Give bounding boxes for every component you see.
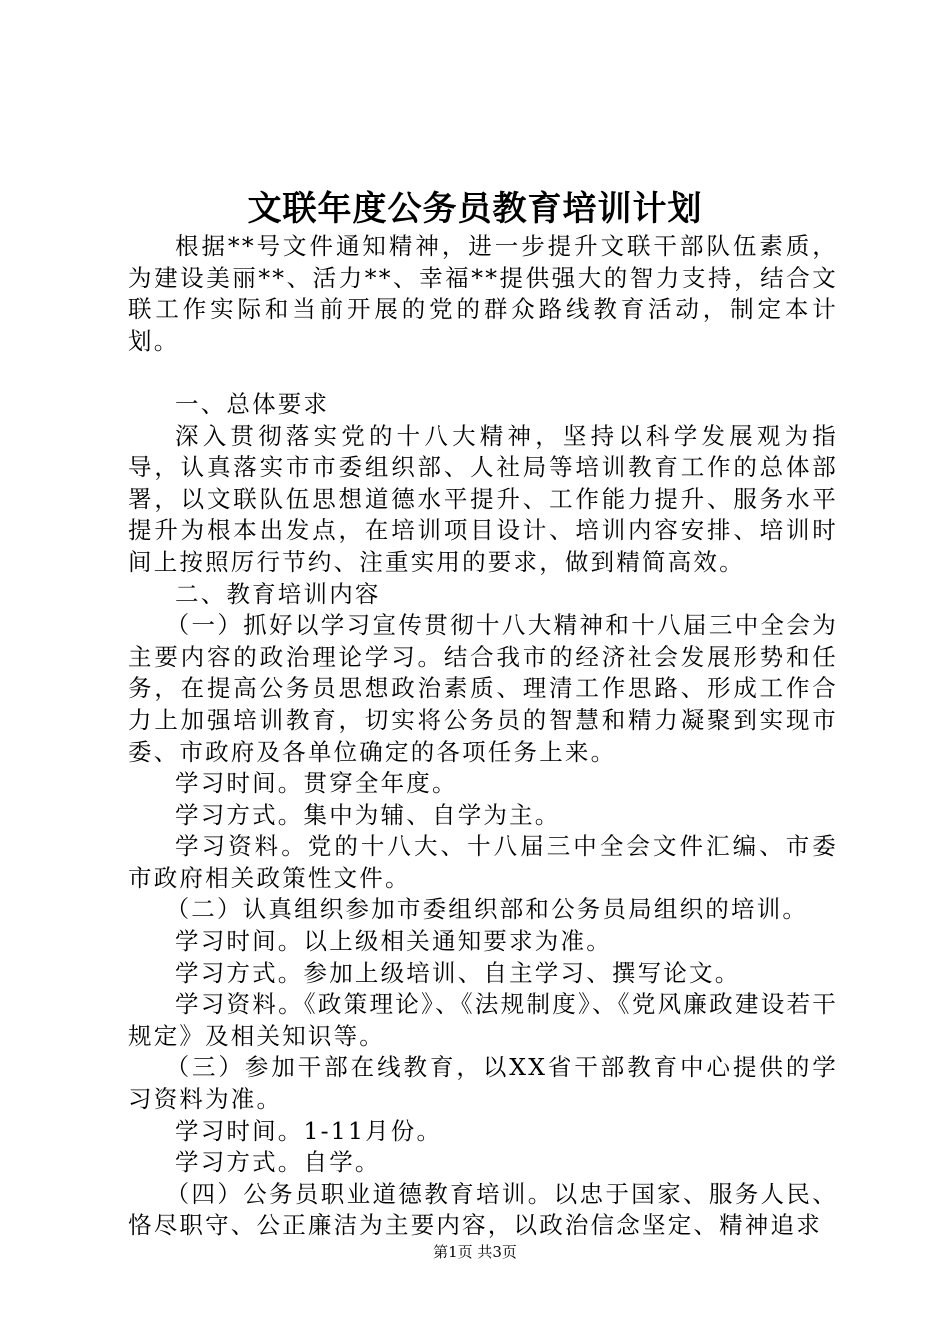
paragraph-item-1: （一）抓好以学习宣传贯彻十八大精神和十八届三中全会为主要内容的政治理论学习。结合我市的经济社会发展形势和任务，在提高公务员思想政治素质、理清工作思路、形成工作合力上加强培训教育，切实将公务员的智慧和精力凝聚到实现市委、市政府及各单位确定的各项任务上来。 (128, 611, 838, 766)
paragraph-item-1-method: 学习方式。集中为辅、自学为主。 (175, 800, 561, 829)
paragraph-item-3-method: 学习方式。自学。 (175, 1148, 381, 1177)
paragraph-item-2-materials: 学习资料。《政策理论》、《法规制度》、《党风廉政建设若干规定》及相关知识等。 (128, 990, 838, 1050)
paragraph-gap (128, 357, 838, 389)
document-body (128, 231, 838, 1242)
section-heading-content: 二、教育培训内容 (175, 579, 381, 608)
section-heading-general: 一、总体要求 (175, 389, 330, 418)
document-title: 文联年度公务员教育培训计划 (247, 189, 703, 229)
paragraph-item-2: （二）认真组织参加市委组织部和公务员局组织的培训。 (165, 895, 809, 924)
paragraph-item-2-method: 学习方式。参加上级培训、自主学习、撰写论文。 (175, 958, 741, 987)
paragraph-item-3-time: 学习时间。1-11月份。 (175, 1116, 443, 1145)
paragraph-intro: 根据**号文件通知精神，进一步提升文联干部队伍素质，为建设美丽**、活力**、幸福**提供强大的智力支持，结合文联工作实际和当前开展的党的群众路线教育活动，制定本计划。 (128, 232, 838, 355)
page-footer: 第1页 共3页 (433, 1243, 517, 1261)
paragraph-item-1-materials: 学习资料。党的十八大、十八届三中全会文件汇编、市委市政府相关政策性文件。 (128, 832, 838, 892)
paragraph-item-4: （四）公务员职业道德教育培训。以忠于国家、服务人民、恪尽职守、公正廉洁为主要内容，以政治信念坚定、精神追求 (128, 1179, 838, 1240)
paragraph-item-3: （三）参加干部在线教育，以XX省干部教育中心提供的学习资料为准。 (128, 1053, 838, 1114)
paragraph-item-2-time: 学习时间。以上级相关通知要求为准。 (175, 927, 612, 956)
paragraph-general-requirements: 深入贯彻落实党的十八大精神，坚持以科学发展观为指导，认真落实市市委组织部、人社局等培训教育工作的总体部署，以文联队伍思想道德水平提升、工作能力提升、服务水平提升为根本出发点，在培训项目设计、培训内容安排、培训时间上按照厉行节约、注重实用的要求，做到精简高效。 (128, 421, 838, 576)
paragraph-item-1-time: 学习时间。贯穿全年度。 (175, 769, 458, 798)
